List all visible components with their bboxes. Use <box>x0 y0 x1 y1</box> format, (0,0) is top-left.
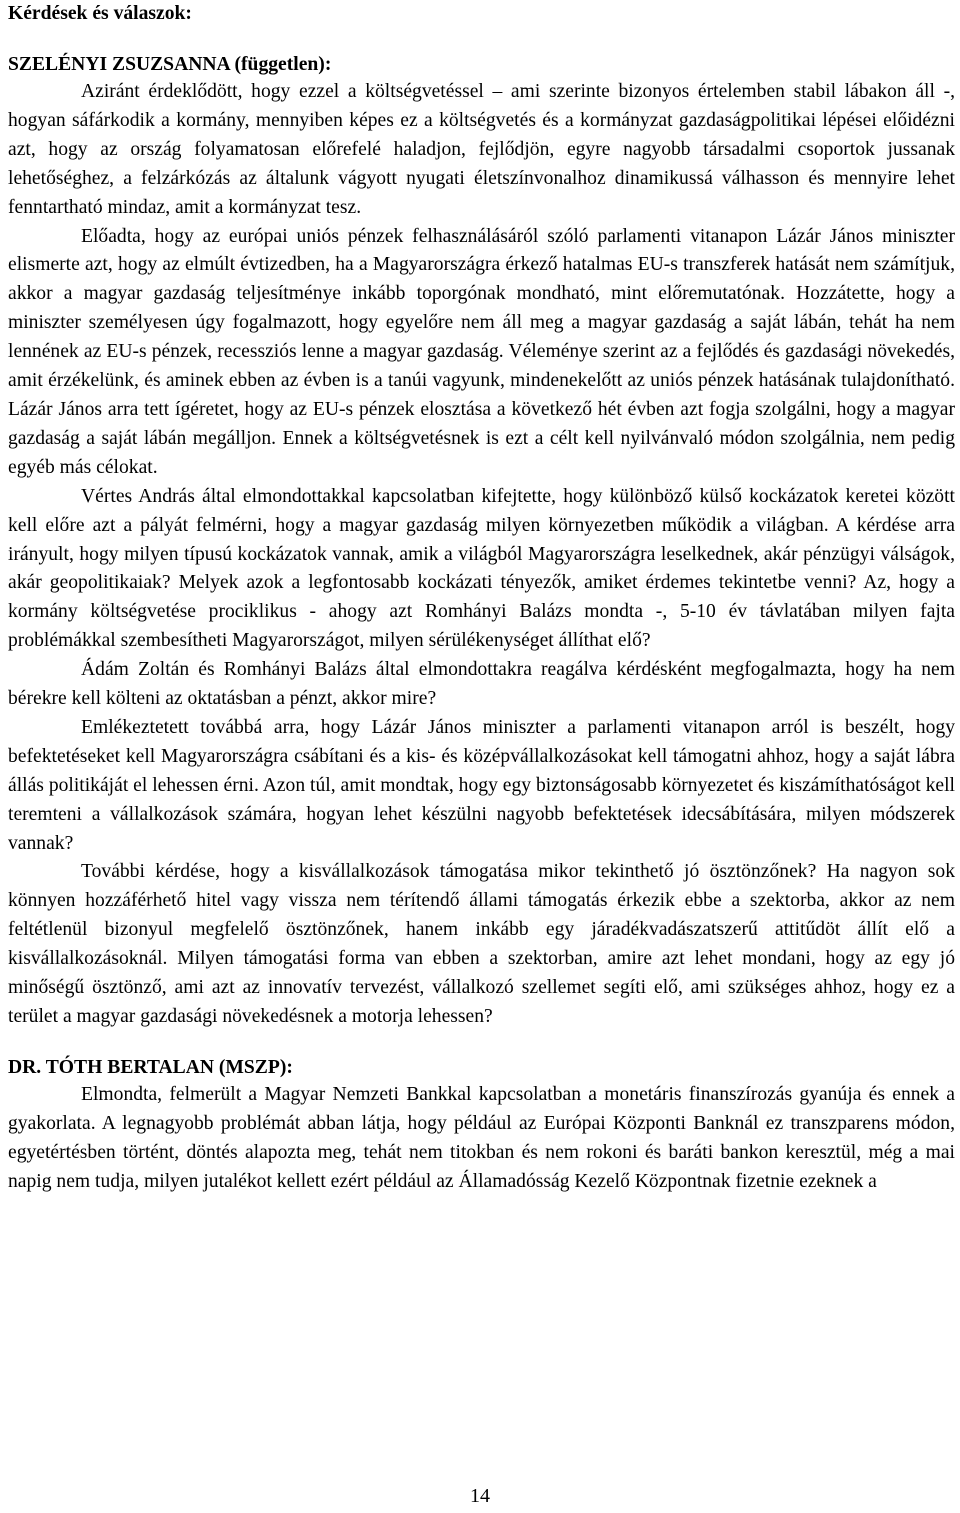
page-number: 14 <box>470 1485 490 1507</box>
page-title: Kérdések és válaszok: <box>8 3 192 24</box>
section-szelenyi <box>8 51 955 1032</box>
speaker-heading: SZELÉNYI ZSUZSANNA (független): <box>8 54 332 75</box>
paragraph: Ádám Zoltán és Romhányi Balázs által elmondottakra reagálva kérdésként megfogalmazta, hogy ha nem bérekre kell költeni az oktatásban a pénzt, akkor mire? <box>8 659 955 710</box>
section-toth <box>8 1054 955 1197</box>
speaker-heading: DR. TÓTH BERTALAN (MSZP): <box>8 1056 293 1078</box>
paragraph: További kérdése, hogy a kisvállalkozások támogatása mikor tekinthető jó ösztönzőnek? Ha nagyon sok könnyen hozzáférhető hitel vagy vissza nem térítendő állami támogatás érkezik ebbe a szektorba, akkor az nem feltétlenül bizonyul megfelelő ösztönzőnek, hanem inkább egy járadékvadászatszerű attitűdöt állít elő a kisvállalkozásoknál. Milyen támogatási forma van ebben a szektorban, amire azt lehet mondani, hogy az egy jó minőségű ösztönző, ami azt az innovatív tervezést, vállalkozó szellemet segíti elő, ami szükséges ahhoz, hogy ez a terület a magyar gazdasági növekedésnek a motorja lehessen? <box>8 861 955 1027</box>
paragraph: Vértes András által elmondottakkal kapcsolatban kifejtette, hogy különböző külső kockázatok keretei között kell előre azt a pályát felmérni, hogy a magyar gazdaság milyen környezetben működik a világban. A kérdése arra irányult, hogy milyen típusú kockázatok vannak, amik a világból Magyarországra leselkednek, akár pénzügyi válságok, akár geopolitikaiak? Melyek azok a legfontosabb kockázati tényezők, amiket érdemes tekintetbe venni? Az, hogy a kormány költségvetése prociklikus - ahogy azt Romhányi Balázs mondta -, 5-10 év távlatában milyen fajta problémákkal szembesítheti Magyarországot, milyen sérülékenységet állíthat elő? <box>8 485 955 652</box>
paragraph: Előadta, hogy az európai uniós pénzek felhasználásáról szóló parlamenti vitanapon Lázár János miniszter elismerte azt, hogy az elmúlt évtizedben, ha a Magyarországra érkező hatalmas EU-s transzferek hatását nem számítjuk, akkor a magyar gazdaság teljesítménye inkább toporgónak mondható, mint előremutatónak. Hozzátette, hogy a miniszter személyesen úgy fogalmazott, hogy egyelőre nem áll meg a magyar gazdaság a saját lábán, tehát ha nem lennének az EU-s pénzek, recessziós lenne a magyar gazdaság. Véleménye szerint az a fejlődés és gazdasági növekedés, amit érzékelünk, és aminek ebben az évben is a tanúi vagyunk, mindenekelőtt az uniós pénzek hatásának tulajdonítható. Lázár János arra tett ígéretet, hogy az EU-s pénzek elosztása a következő hét évben azt fogja szolgálni, hogy a magyar gazdaság a saját lábán megálljon. Ennek a költségvetésnek is ezt a célt kell nyilvánvaló módon szolgálnia, nem pedig egyéb más célokat. <box>8 225 955 478</box>
document-page <box>8 0 955 1197</box>
paragraph: Aziránt érdeklődött, hogy ezzel a költségvetéssel – ami szerinte bizonyos értelemben stabil lábakon áll -, hogyan sáfárkodik a kormány, mennyiben képes ez a költségvetés és a kormányzat gazdaságpolitikai lépései előidézni azt, hogy az ország folyamatosan előrefelé haladjon, fejlődjön, egyre nagyobb társadalmi csoportok jussanak lehetőséghez, a felzárkózás az általunk vágyott nyugati életszínvonalhoz dinamikussá válhasson és mennyire lehet fenntartható mindaz, amit a kormányzat tesz. <box>8 81 955 218</box>
paragraph: Elmondta, felmerült a Magyar Nemzeti Bankkal kapcsolatban a monetáris finanszírozás gyanúja és ennek a gyakorlata. A legnagyobb problémát abban látja, hogy például az Európai Központi Banknál ez transzparens módon, egyetértésben történt, döntés alapozta meg, tehát nem titokban és nem rokoni és baráti bankon keresztül, még a mai napig nem tudja, milyen jutalékot kellett ezért például az Államadósság Kezelő Központnak fizetnie ezeknek a <box>8 1083 955 1192</box>
paragraph: Emlékeztetett továbbá arra, hogy Lázár János miniszter a parlamenti vitanapon arról is beszélt, hogy befektetéseket kell Magyarországra csábítani és a kis- és középvállalkozásokat kell támogatni ahhoz, hogy a saját lábra állás politikáját el lehessen érni. Azon túl, amit mondtak, hogy egy biztonságosabb környezetet és kiszámíthatóságot kell teremteni a vállalkozások számára, hogyan lehet készülni nagyobb befektetések idecsábítására, milyen módszerek vannak? <box>8 716 955 854</box>
